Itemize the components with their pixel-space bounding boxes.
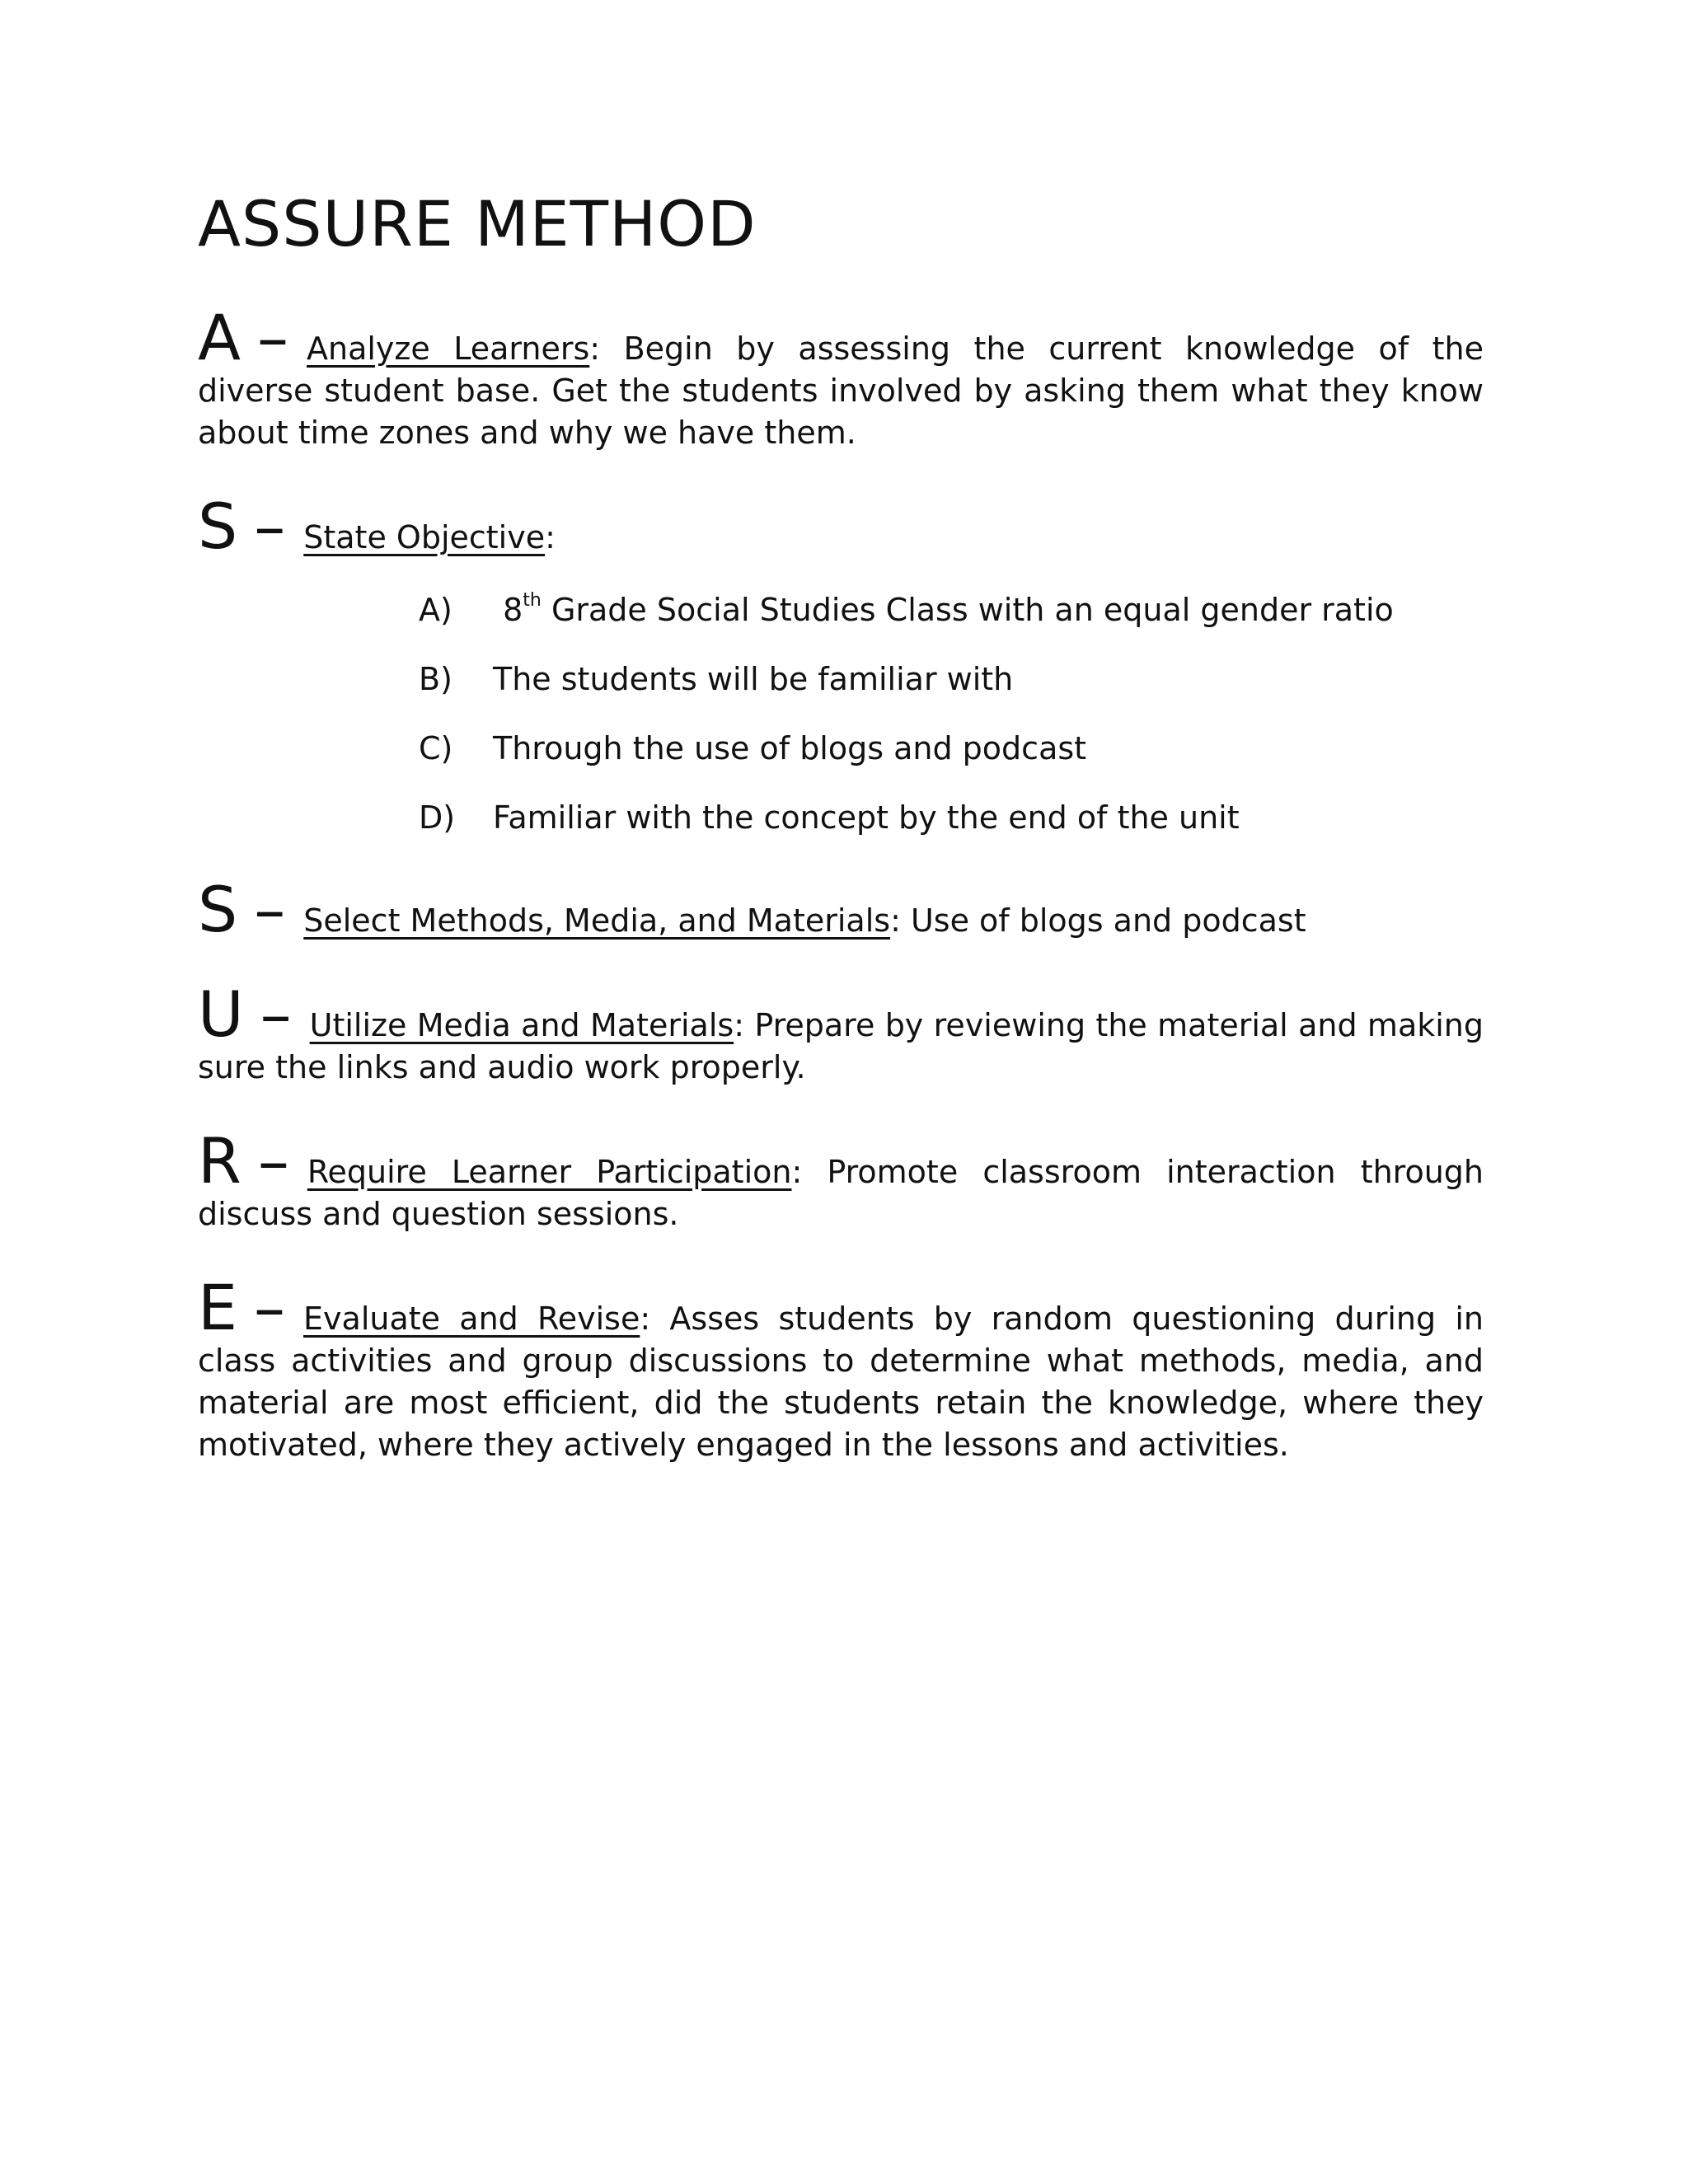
objective-item xyxy=(419,729,1484,768)
section-letter: A xyxy=(198,300,241,374)
page-title: ASSURE METHOD xyxy=(198,187,757,260)
section-paragraph xyxy=(198,1270,1484,1466)
section-require-participation xyxy=(198,1123,1484,1235)
section-term: Evaluate and Revise xyxy=(303,1300,640,1337)
section-term: Require Learner Participation xyxy=(307,1153,792,1190)
section-text: : Promote classroom interaction through discuss and question sessions. xyxy=(198,1153,1484,1232)
objective-text: The students will be familiar with xyxy=(493,660,1014,697)
section-term: Select Methods, Media, and Materials xyxy=(303,902,891,939)
section-dash: – xyxy=(257,1123,289,1197)
section-paragraph xyxy=(198,300,1484,454)
section-letter: S xyxy=(198,872,238,946)
objective-marker: D) xyxy=(419,799,456,836)
objective-item xyxy=(419,798,1484,837)
objective-list xyxy=(198,590,1484,837)
section-select-methods xyxy=(198,872,1484,946)
section-term: Utilize Media and Materials xyxy=(309,1006,734,1043)
section-dash: – xyxy=(260,977,292,1051)
objective-text: Through the use of blogs and podcast xyxy=(493,729,1087,766)
objective-marker: C) xyxy=(419,729,453,766)
objective-body: Grade Social Studies Class with an equal gender ratio xyxy=(541,591,1394,628)
section-dash: – xyxy=(254,489,286,563)
section-dash: – xyxy=(254,872,286,946)
section-state-objective xyxy=(198,489,1484,837)
section-letter: E xyxy=(198,1270,238,1344)
section-paragraph xyxy=(198,977,1484,1089)
section-text: : Prepare by reviewing the material and making sure the links and audio work properly. xyxy=(198,1006,1484,1085)
objective-item xyxy=(419,659,1484,699)
section-letter: U xyxy=(198,977,244,1051)
objective-ordinal: 8 xyxy=(503,591,523,628)
objective-text: Familiar with the concept by the end of the unit xyxy=(493,799,1240,836)
section-utilize-media xyxy=(198,977,1484,1089)
section-text: : Begin by assessing the current knowledge of the diverse student base. Get the students involved by asking them what they know about time zones and why we have them. xyxy=(198,330,1484,451)
section-term: Analyze Learners xyxy=(307,330,590,367)
section-letter: R xyxy=(198,1123,241,1197)
section-text: : xyxy=(545,518,556,555)
section-letter: S xyxy=(198,489,238,563)
section-term: State Objective xyxy=(303,518,546,555)
objective-marker: A) xyxy=(419,591,452,628)
objective-item xyxy=(419,590,1484,630)
section-paragraph xyxy=(198,872,1484,946)
section-paragraph xyxy=(198,1123,1484,1235)
section-evaluate-revise xyxy=(198,1270,1484,1466)
objective-text xyxy=(493,590,1394,630)
section-paragraph xyxy=(198,489,1484,563)
objective-marker: B) xyxy=(419,660,452,697)
section-text: : Use of blogs and podcast xyxy=(890,902,1306,939)
section-text: : Asses students by random questioning during in class activities and group discussions to determine what methods, media, and material are most efficient, did the students retain the knowledge, where they motivated, where they actively engaged in the lessons and activities. xyxy=(198,1300,1484,1463)
document-page xyxy=(198,187,1484,1507)
objective-ordinal-suffix: th xyxy=(523,589,542,611)
section-analyze-learners xyxy=(198,300,1484,454)
section-dash: – xyxy=(254,1270,286,1344)
section-dash: – xyxy=(257,300,288,374)
